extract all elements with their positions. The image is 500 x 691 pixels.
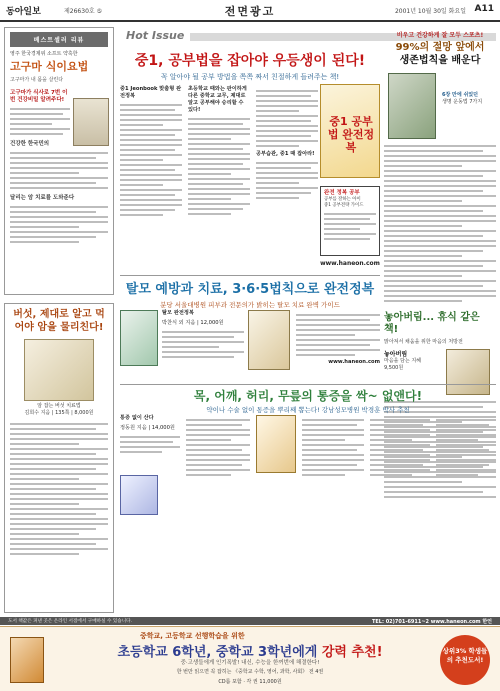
book-meta: 암 잡는 버섯 치료법 <box>37 403 81 409</box>
book-title: 탈모 완전정복 <box>162 310 194 316</box>
book-title: 버섯, 제대로 알고 먹어야 암을 물리친다! <box>13 309 105 333</box>
text-block <box>296 314 380 356</box>
ad-columns <box>120 86 380 272</box>
column-3 <box>256 86 318 266</box>
subhead: 건강한 한국민의 <box>10 141 50 147</box>
ad-columns <box>120 415 496 511</box>
column-5 <box>436 415 496 595</box>
column-1 <box>120 86 182 266</box>
promo-line: 공부를 잘하는 아이 <box>324 197 361 202</box>
book-cover-image <box>120 475 158 515</box>
text-block <box>256 162 318 199</box>
text-block <box>302 419 364 476</box>
text-block <box>120 436 180 453</box>
section-subline: 맑아져서 채움을 위한 마음의 처방전 <box>384 339 463 345</box>
ad-subline: 꼭 알아야 될 공부 방법을 쪽쪽 짜서 친절하게 들려주는 책! <box>160 73 340 81</box>
column-title: 공부습관, 중1 때 잡아라! <box>256 151 315 157</box>
book-review-box <box>4 27 114 295</box>
bottom-banner <box>0 626 500 691</box>
masthead <box>0 0 500 22</box>
ad-subline: 약이나 수술 없이 통증을 뿌리째 뽑는다! 강남성모병원 박경훈 박사 추천 <box>206 406 410 414</box>
book-title: 통증 없이 산다 <box>120 415 154 421</box>
book-cover-image <box>320 84 380 178</box>
hair-loss-ad <box>120 282 380 378</box>
box-header: 베스트셀러 리뷰 <box>10 32 108 47</box>
page-number: A11 <box>474 4 494 14</box>
section-title: 전면광고 <box>224 5 276 18</box>
book-subtitle: 마음을 담는 지혜 <box>384 358 421 364</box>
promo-line: 중1 공부전략 가이드 <box>324 203 364 208</box>
book-meta <box>384 351 444 372</box>
book-cover-image <box>24 339 94 401</box>
mushroom-book-box <box>4 303 114 613</box>
pain-relief-ad <box>120 384 496 514</box>
study-method-ad <box>120 52 380 276</box>
ad-headline: 목, 어깨, 허리, 무릎의 통증을 싹~ 없앤다! <box>193 389 423 403</box>
promo-box <box>320 186 380 256</box>
text-block <box>10 423 108 555</box>
ad-headline: 중1, 공부법을 잡아야 우등생이 된다! <box>134 53 366 69</box>
book-meta-title: 6장 만에 쉬었던 <box>442 92 478 98</box>
text-block <box>384 145 496 302</box>
banner-subline: 중·고생들에게 인기폭발! 내신, 수능을 한꺼번에 해결한다! <box>180 660 320 666</box>
text-block <box>186 419 250 476</box>
ad-columns <box>120 310 380 378</box>
subhead: 달리는 암 치료를 도와준다 <box>10 195 75 201</box>
banner-headline-highlight: 강력 추천! <box>321 645 383 660</box>
column-3 <box>302 415 364 595</box>
text-block <box>10 152 108 189</box>
book-meta <box>442 92 496 106</box>
book-cover-image <box>10 637 44 683</box>
text-block <box>162 331 244 358</box>
issue-date: 2001년 10월 30일 화요일 <box>394 8 466 15</box>
recommendation-seal: 상위3% 학생들의 추천도서! <box>440 635 490 685</box>
column-title: 중1 Jeonbook 맞춤형 완전정복 <box>120 86 182 99</box>
issue-number: 제26630호 ⑤ <box>64 8 102 15</box>
text-block <box>10 108 70 135</box>
column-2 <box>186 415 250 595</box>
book-cover-image <box>73 98 109 146</box>
publisher-url[interactable]: www.haneon.com <box>328 359 380 365</box>
headline-part: 99%의 절망 앞에서 <box>395 42 485 53</box>
footer-ribbon <box>0 617 500 625</box>
banner-tag: 중학교, 고등학교 선행학습을 위한 <box>140 632 245 640</box>
book-cover-image <box>388 73 436 139</box>
cover-title: 중1 공부법 완전정복 <box>327 115 375 154</box>
book-title: 놓아버림 <box>384 351 408 358</box>
book-cover-image <box>256 415 296 473</box>
book-cover-image <box>248 310 290 370</box>
column-4 <box>370 415 430 595</box>
book-price: 9,500원 <box>384 365 404 371</box>
banner-headline-part: 초등학교 6학년, 중학교 3학년에게 <box>117 645 318 660</box>
publisher-url[interactable]: www.haneon.com <box>320 260 380 267</box>
book-meta: 고구마가 내 몸을 살린다 <box>10 77 64 83</box>
book-meta: 박찬식 외 지음 | 12,000원 <box>162 320 224 326</box>
book-tagline: 영주 한국경제위 소프트 약혹한 <box>10 51 78 57</box>
promo-title: 완전 정복 공부 <box>324 190 360 196</box>
text-block <box>324 213 376 240</box>
ribbon-note: 도서 책값은 펴낸 곳은 온라인 서점에서 구매하실 수 있습니다. <box>8 619 133 624</box>
left-column <box>4 27 114 615</box>
book-cover-image <box>120 310 158 366</box>
text-block <box>256 90 318 147</box>
banner-line: 한 번만 읽으면 꼭 잡히는 《중학교 수학, 영어, 과학, 사회》 전 4권 <box>176 669 324 675</box>
ad-headline: 탈모 예방과 치료, 3·6·5법칙으로 완전정복 <box>125 282 375 297</box>
headline-part: 생존법칙을 배운다 <box>399 55 481 66</box>
book-headline <box>384 41 496 67</box>
text-block <box>10 206 108 243</box>
text-block <box>436 419 496 476</box>
column-2 <box>188 86 250 266</box>
column-title: 초등학교 때와는 판이하게 다른 중학교 교무, 제대로 알고 공부해야 승리할 수 있다! <box>188 86 247 113</box>
book-meta-line: 생명 운동법 7가지 <box>442 99 483 105</box>
text-block <box>188 118 250 215</box>
subhead: 고구마가 식사로 7번 이번 건강비밀 알려주다! <box>10 90 68 103</box>
publisher-contact: TEL: 02)701-6911~2 www.haneon.com 한언 <box>371 619 492 625</box>
ad-subline: 분당 서울대병원 피부과 전문의가 밝히는 탈모 치료 완벽 가이드 <box>160 301 340 309</box>
banner-line: CD롬 포함 · 각 권 11,000원 <box>218 679 282 685</box>
text-block <box>370 419 430 476</box>
text-block <box>120 104 182 216</box>
hot-issue-label: Hot Issue <box>120 29 190 42</box>
paper-logo: 동아일보 <box>6 7 41 17</box>
book-tagline: 비우고 건강하게 잘 모두 스포츠! <box>396 32 484 39</box>
book-price: 김희수 지음 | 135쪽 | 8,000원 <box>24 410 94 416</box>
book-title: 고구마 식이요법 <box>10 60 89 73</box>
book-meta: 정동원 지음 | 14,000원 <box>120 425 175 431</box>
section-headline: 놓아버림... 휴식 같은 책! <box>384 312 480 335</box>
